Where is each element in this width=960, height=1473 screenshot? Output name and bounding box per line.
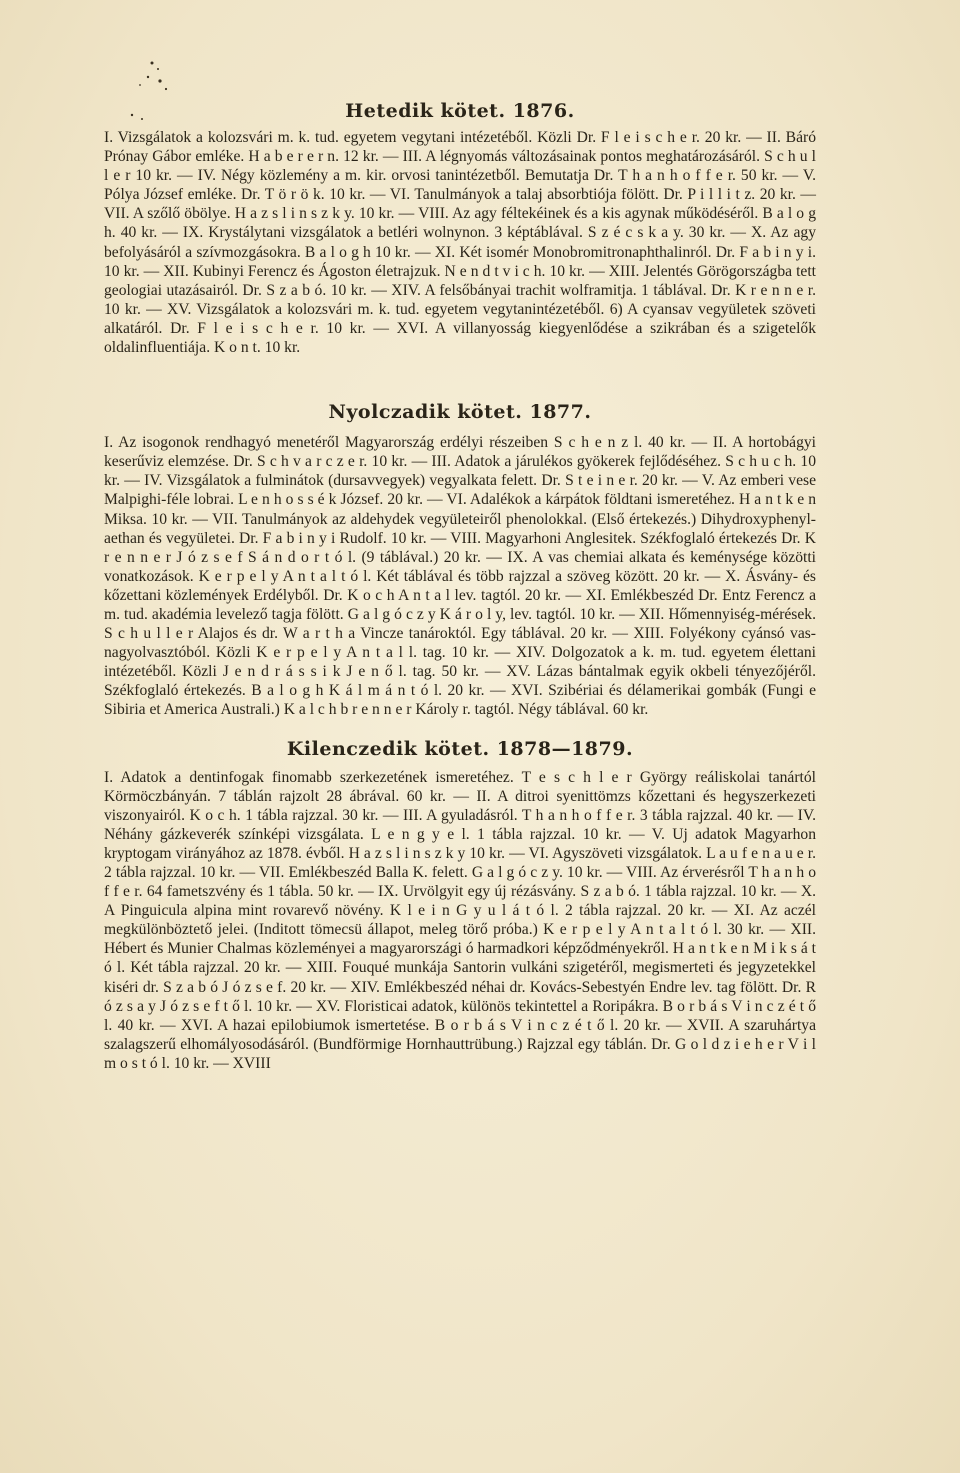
document-body — [104, 100, 816, 1073]
volume-title-9: Kilenczedik kötet. 1878—1879. — [286, 737, 634, 760]
volume-contents-7: I. Vizsgálatok a kolozsvári m. k. tud. egyetem vegytani intézetéből. Közli Dr. F l e i s c h e r. 20 kr. — II. Báró Prónay Gábor emléke. H a b e r e r n. 12 kr. — III. A légnyomás változásainak pontos meghatározásáról. S c h u l l e r 10 kr. — IV. Négy közlemény a m. kir. orvosi tanintézetből. Bemutatja Dr. T h a n h o f f e r. 50 kr. — V. Pólya József emléke. Dr. T ö r ö k. 10 kr. — VI. Tanulmányok a talaj absorbtiója fölött. Dr. P i l l i t z. 20 kr. — VII. A szőlő öbölye. H a z s l i n s z k y. 10 kr. — VIII. Az agy féltekéinek és a kis agynak működéséről. B a l o g h. 40 kr. — IX. Krystálytani vizsgálatok a betléri wolnynon. 3 képtáblával. S z é c s k a y. 30 kr. — X. Az agy befolyásáról a szívmozgásokra. B a l o g h 10 kr. — XI. Két isomér Monobromitronaphthalinról. Dr. F a b i n y i. 10 kr. — XII. Kubinyi Ferencz és Ágoston életrajzuk. N e n d t v i c h. 10 kr. — XIII. Jelentés Görögországba tett geologiai utazásairól. Dr. S z a b ó. 10 kr. — XIV. A felsőbányai trachit wolframitja. 1 táblával. Dr. K r e n n e r. 10 kr. — XV. Vizsgálatok a kolozsvári m. k. tud. egyetem vegytanintézetéből. 6) A cyansav vegyületek szöveti alkatáról. Dr. F l e i s c h e r. 10 kr. — XVI. A villanyosság kiegyenlődése a szikrában és a szigetelők oldalinfluentiája. K o n t. 10 kr. — [104, 129, 816, 357]
volume-contents-8: I. Az isogonok rendhagyó menetéről Magyarország erdélyi részeiben S c h e n z l. 40 kr. — II. A hortobágyi keserűviz elemzése. Dr. S c h v a r c z e r. 10 kr. — III. Adatok a járulékos gyökerek fejlődéséhez. S c h u c h. 10 kr. — IV. Vizsgálatok a fulminátok (dursavvegyek) vegyalkata felett. Dr. S t e i n e r. 20 kr. — V. Az emberi vese Malpighi-féle lobrai. L e n h o s s é k József. 20 kr. — VI. Adalékok a kárpátok földtani ismeretéhez. H a n t k e n Miksa. 10 kr. — VII. Tanulmányok az aldehydek vegyületeiről phenolokkal. (Első értekezés.) Dihydroxyphenyl-aethan és vegyületei. Dr. F a b i n y i Rudolf. 10 kr. — VIII. Magyarhoni Anglesitek. Székfoglaló értekezés Dr. K r e n n e r J ó z s e f S á n d o r t ó l. (9 táblával.) 20 kr. — IX. A vas chemiai alkata és keménysége közötti vonatkozások. K e r p e l y A n t a l t ó l. Két táblával és több rajzzal a szöveg között. 20 kr. — X. Ásvány- és kőzettani közlemények Erdélyből. Dr. K o c h A n t a l lev. tagtól. 20 kr. — XI. Emlékbeszéd Dr. Entz Ferencz a m. tud. akadémia levelező tagja fölött. G a l g ó c z y K á r o l y, lev. tagtól. 10 kr. — XII. Hőmennyiség-mérések. S c h u l l e r Alajos és dr. W a r t h a Vincze tanároktól. Egy táblával. 20 kr. — XIII. Folyékony cyánsó vas-nagyolvasztóból. Közli K e r p e l y A n t a l l. tag. 10 kr. — XIV. Dolgozatok a k. m. tud. egyetem élettani intézetéből. Közli J e n d r á s s i k J e n ő l. tag. 50 kr. — XV. Lázas bántalmak egyik okbeli tényezőjéről. Székfoglaló értekezés. B a l o g h K á l m á n t ó l. 20 kr. — XVI. Szibériai és délamerikai gombák (Fungi e Sibiria et America Australi.) K a l c h b r e n n e r Károly r. tagtól. Négy táblával. 60 kr. — [104, 434, 816, 719]
volume-title-8: Nyolczadik kötet. 1877. — [328, 401, 592, 424]
volume-contents-9: I. Adatok a dentinfogak finomabb szerkezetének ismeretéhez. T e s c h l e r György reáliskolai tanártól Körmöczbányán. 7 táblán rajzolt 28 ábrával. 60 kr. — II. A ditroi syenittömzs kőzettani és hegyszerkezeti viszonyairól. K o c h. 1 tábla rajzzal. 30 kr. — III. A gyuladásról. T h a n h o f f e r. 3 tábla rajzzal. 40 kr. — IV. Néhány gázkeverék színképi vizsgálata. L e n g y e l. 1 tábla rajzzal. 10 kr. — V. Uj adatok Magyarhon kryptogam virányához az 1878. évből. H a z s l i n s z k y 10 kr. — VI. Agyszöveti vizsgálatok. L a u f e n a u e r. 2 tábla rajzzal. 10 kr. — VII. Emlékbeszéd Balla K. felett. G a l g ó c z y. 10 kr. — VIII. Az érverésről T h a n h o f f e r. 64 fametszvény és 1 tábla. 50 kr. — IX. Urvölgyit egy új rézásvány. S z a b ó. 1 tábla rajzzal. 10 kr. — X. A Pinguicula alpina mint rovarevő növény. K l e i n G y u l á t ó l. 2 tábla rajzzal. 20 kr. — XI. Az aczél megkülönböztető jelei. (Inditott tömecsü állapot, meleg törő próba.) K e r p e l y A n t a l t ó l. 30 kr. — XII. Hébert és Munier Chalmas közleményei a magyarországi ó harmadkori képződményekről. H a n t k e n M i k s á t ó l. Két tábla rajzzal. 20 kr. — XIII. Fouqué munkája Santorin vulkáni szigetéről, megismerteti és jegyzetekkel kiséri dr. S z a b ó J ó z s e f. 20 kr. — XIV. Emlékbeszéd néhai dr. Kovács-Sebestyén Endre lev. tag fölött. Dr. R ó z s a y J ó z s e f t ő l. 10 kr. — XV. Floristicai adatok, különös tekintettel a Roripákra. B o r b á s V i n c z é t ő l. 40 kr. — XVI. A hazai epilobiumok ismertetése. B o r b á s V i n c z é t ő l. 20 kr. — XVII. A szaruhártya szalagszerű elhomályosodásáról. (Bundförmige Hornhauttrübung.) Rajzzal egy táblán. Dr. G o l d z i e h e r V i l m o s t ó l. 10 kr. — XVIII — [104, 768, 816, 1072]
volume-title-7: Hetedik kötet. 1876. — [345, 100, 575, 122]
